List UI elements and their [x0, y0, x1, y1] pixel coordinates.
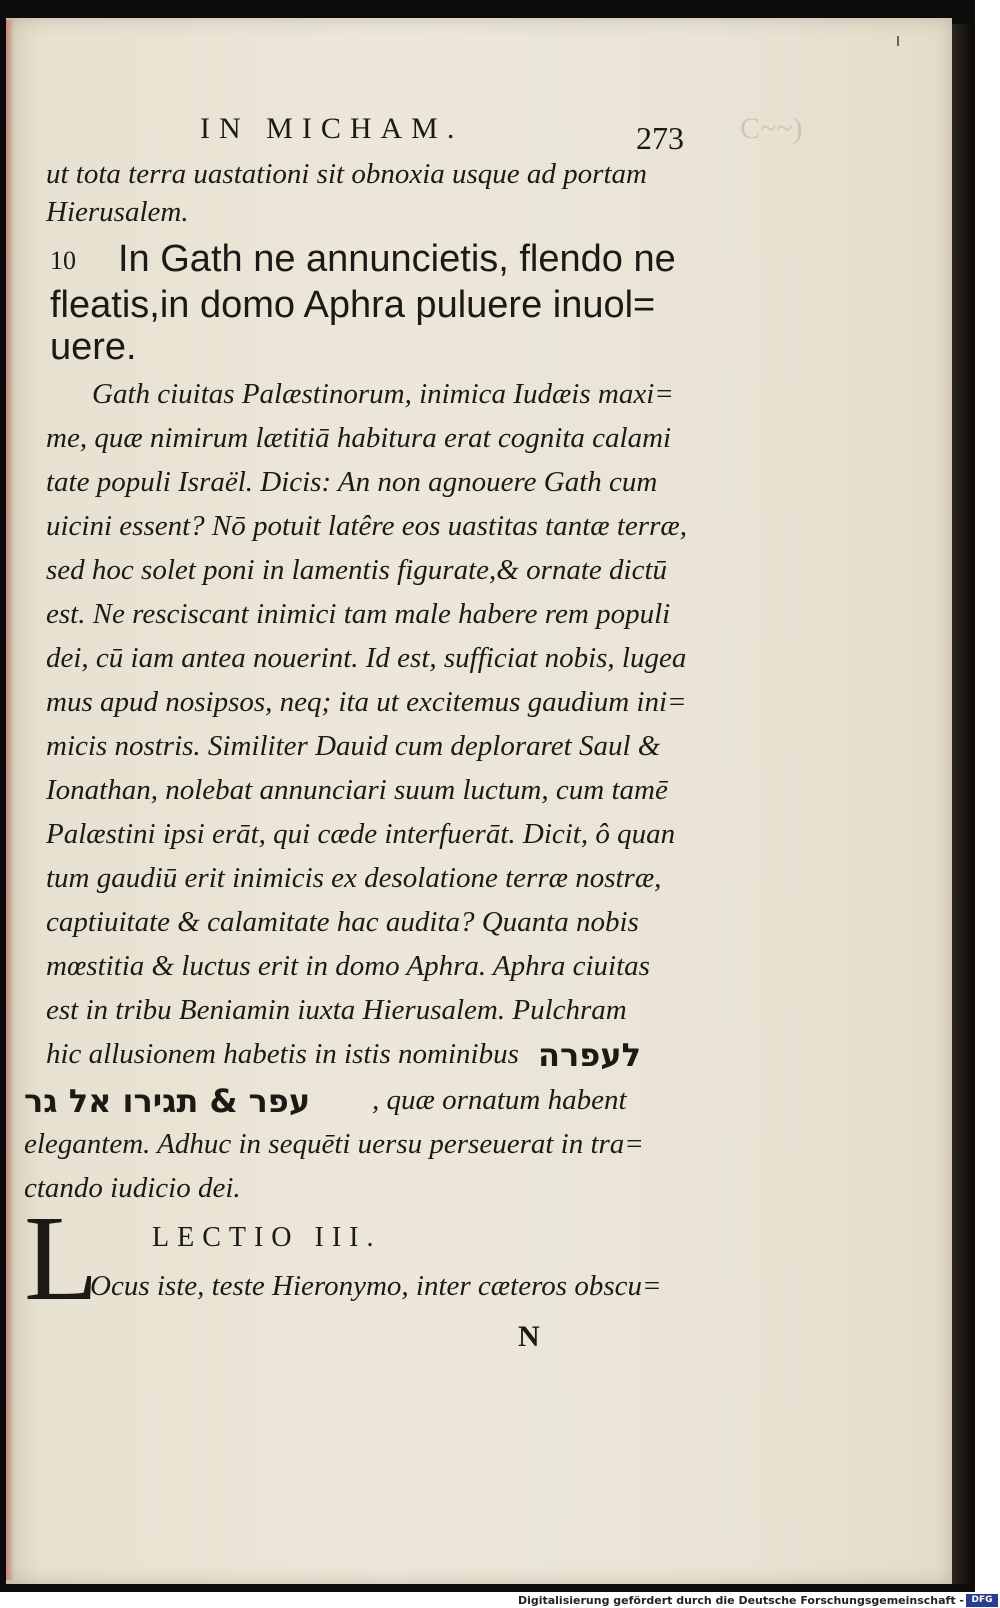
- commentary-line: , quæ ornatum habent: [372, 1084, 627, 1116]
- commentary-line: Gath ciuitas Palæstinorum, inimica Iudæis maxi=: [92, 378, 674, 410]
- footer-credit: Digitalisierung gefördert durch die Deutsche Forschungsgemeinschaft -: [517, 1594, 964, 1607]
- binding-edge: [6, 20, 14, 1580]
- commentary-line: est. Ne resciscant inimici tam male habere rem populi: [46, 598, 671, 630]
- running-head: IN MICHAM.: [200, 112, 464, 145]
- closing-line: ctando iudicio dei.: [24, 1172, 241, 1204]
- page-edge-shadow: [952, 24, 975, 1584]
- opening-line: Hierusalem.: [46, 196, 189, 228]
- closing-line: elegantem. Adhuc in sequēti uersu perseuerat in tra=: [24, 1128, 644, 1160]
- lemma-line: uere.: [50, 326, 137, 368]
- commentary-line: tate populi Israël. Dicis: An non agnouere Gath cum: [46, 466, 658, 498]
- commentary-line: Palæstini ipsi erāt, qui cæde interfuerāt. Dicit, ô quan: [46, 818, 676, 850]
- lectio-first-line: Ocus iste, teste Hieronymo, inter cæteros obscu=: [90, 1270, 662, 1302]
- hebrew-word: לעפרה: [538, 1036, 641, 1074]
- margin-mark: [897, 36, 899, 46]
- commentary-line: hic allusionem habetis in istis nominibus: [46, 1038, 519, 1070]
- signature-mark: N: [518, 1320, 540, 1353]
- verse-number: 10: [50, 246, 76, 275]
- commentary-line: uicini essent? Nō potuit latêre eos uastitas tantæ terræ,: [46, 510, 687, 542]
- commentary-line: captiuitate & calamitate hac audita? Quanta nobis: [46, 906, 639, 938]
- lemma-line: In Gath ne annuncietis, flendo ne: [118, 238, 676, 280]
- commentary-line: est in tribu Beniamin iuxta Hierusalem. Pulchram: [46, 994, 627, 1026]
- commentary-line: mœstitia & luctus erit in domo Aphra. Aphra ciuitas: [46, 950, 650, 982]
- commentary-line: Ionathan, nolebat annunciari suum luctum, cum tamē: [46, 774, 668, 806]
- lectio-heading: LECTIO III.: [152, 1222, 382, 1253]
- commentary-line: mus apud nosipsos, neq; ita ut excitemus gaudium ini=: [46, 686, 687, 718]
- commentary-line: sed hoc solet poni in lamentis figurate,& ornate dictū: [46, 554, 668, 586]
- commentary-line: tum gaudiū erit inimicis ex desolatione terræ nostræ,: [46, 862, 662, 894]
- hebrew-phrase: עפר & תגירו אל גר: [24, 1082, 311, 1120]
- lemma-line: fleatis,in domo Aphra puluere inuol=: [50, 284, 656, 326]
- opening-line: ut tota terra uastationi sit obnoxia usque ad portam: [46, 158, 647, 190]
- dfg-logo: DFG: [966, 1594, 998, 1607]
- page-number: 273: [636, 120, 684, 156]
- faded-bleedthrough: C~~): [740, 112, 803, 145]
- drop-cap-letter: L: [24, 1191, 99, 1326]
- commentary-line: dei, cū iam antea nouerint. Id est, sufficiat nobis, lugea: [46, 642, 687, 674]
- commentary-line: micis nostris. Similiter Dauid cum deploraret Saul &: [46, 730, 661, 762]
- commentary-line: me, quæ nimirum lætitiā habitura erat cognita calami: [46, 422, 672, 454]
